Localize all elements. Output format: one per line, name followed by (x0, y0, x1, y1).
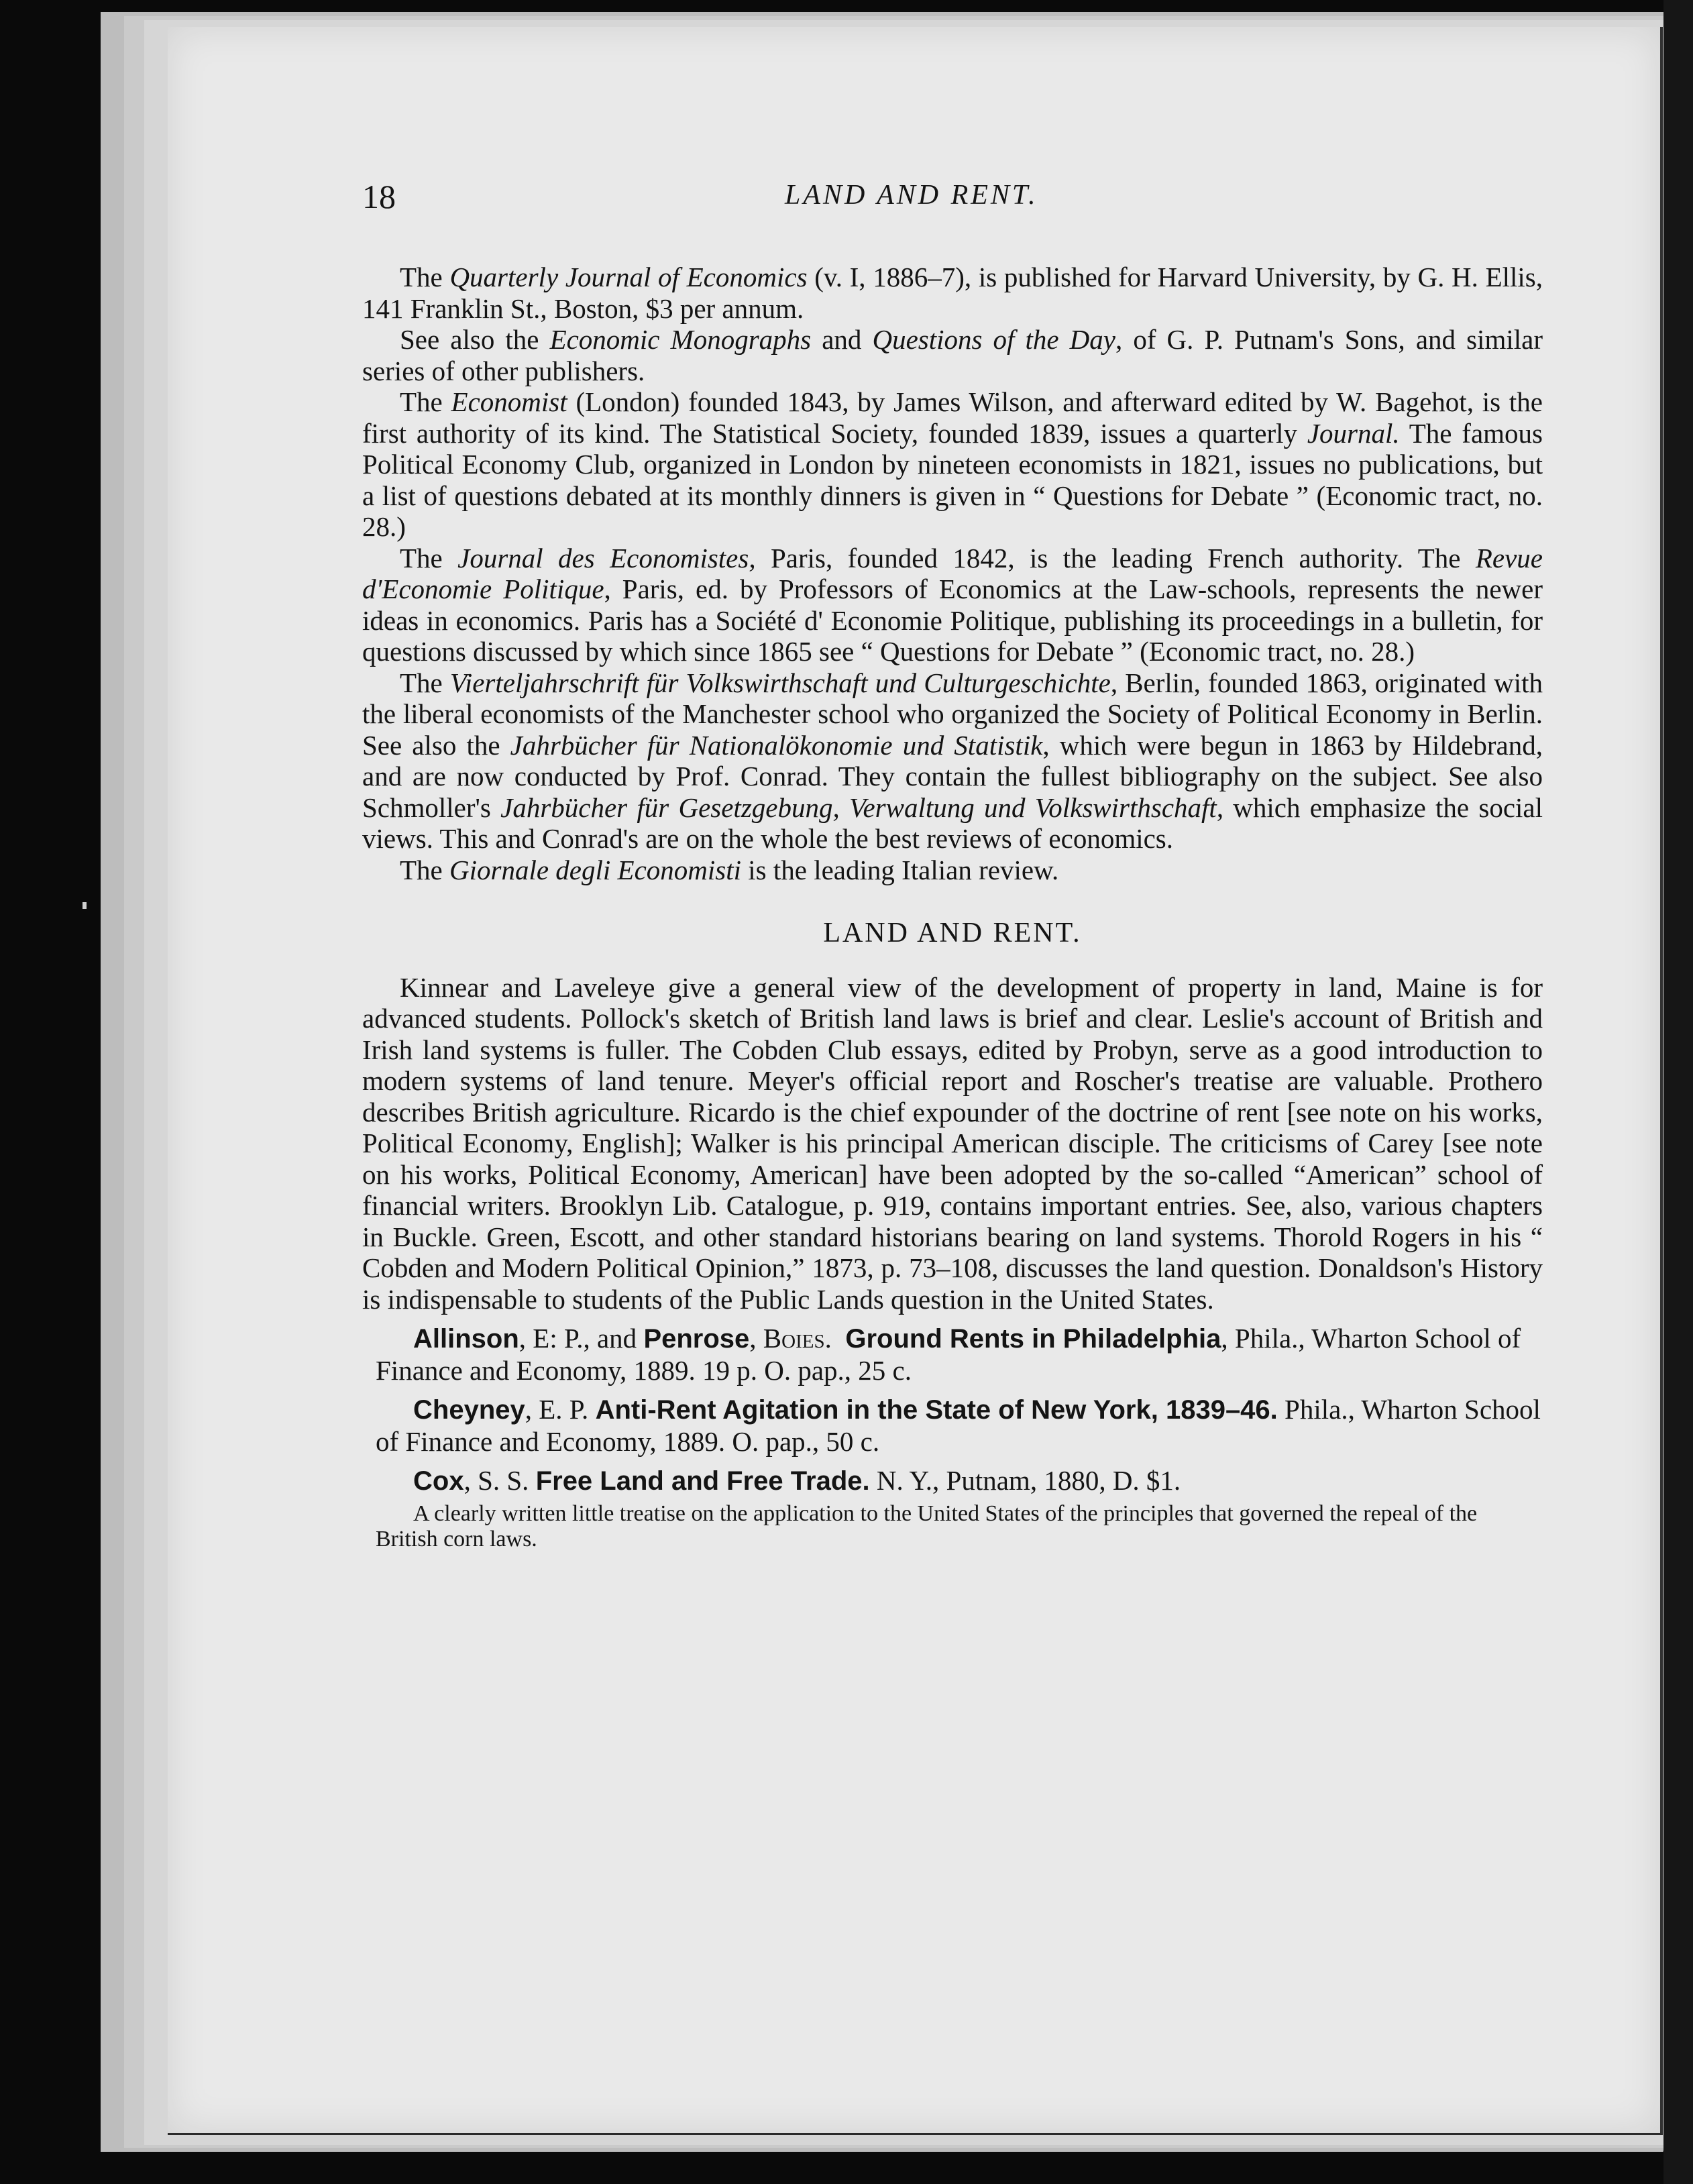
bibliography-entry-allinson: Allinson, E: P., and Penrose, Boies. Ground Rents in Philadelphia, Phila., Wharton School of Finance and Economy, 1889. 19 p. O. pap., 25 c. (376, 1323, 1521, 1386)
paragraph-journal-des-economistes: The Journal des Economistes, Paris, founded 1842, is the leading French authority. The Revue d'Economie Politique, Paris, ed. by Professors of Economics at the Law-schools, represents the newer ideas in economics. Paris has a Société d' Economie Politique, publishing its proceedings in a bulletin, for questions discussed by which since 1865 see “ Questions for Debate ” (Economic tract, no. 28.) (362, 542, 1543, 667)
running-head: LAND AND RENT. (785, 180, 1038, 211)
section-intro-paragraph: Kinnear and Laveleye give a general view of the development of property in land, Maine is for advanced students. Pollock's sketch of British land laws is brief and clear. Leslie's account of British and Irish land systems is fuller. The Cobden Club essays, edited by Probyn, serve as a good introduction to modern systems of land tenure. Meyer's official report and Roscher's treatise are valuable. Prothero describes British agriculture. Ricardo is the chief expounder of the doctrine of rent [see note on his works, Political Economy, English]; Walker is his principal American disciple. The criticisms of Carey [see note on his works, Political Economy, American] have been adopted by the so-called “American” school of financial writers. Brooklyn Lib. Catalogue, p. 919, contains important entries. See, also, various chapters in Buckle. Green, Escott, and other standard historians bearing on land systems. Thorold Rogers in his “ Cobden and Modern Political Opinion,” 1873, p. 73–108, discusses the land question. Donaldson's History is indispensable to students of the Public Lands question in the United States. (362, 971, 1543, 1315)
page-header (362, 178, 1543, 228)
margin-mark (83, 902, 87, 909)
binding-shadow (1663, 0, 1693, 2184)
page-number: 18 (362, 178, 396, 215)
bibliography-entry-cox: Cox, S. S. Free Land and Free Trade. N. Y., Putnam, 1880, D. $1. (413, 1465, 1181, 1496)
paragraph-quarterly-journal: The Quarterly Journal of Economics (v. I, 1886–7), is published for Harvard University, by G. H. Ellis, 141 Franklin St., Boston, $3 per annum. (362, 262, 1543, 324)
paragraph-vierteljahrschrift: The Vierteljahrschrift für Volkswirthschaft und Culturgeschichte, Berlin, founded 1863, originated with the liberal economists of the Manchester school who organized the Society of Political Economy in Berlin. See also the Jahrbücher für Nationalökonomie und Statistik, which were begun in 1863 by Hildebrand, and are now conducted by Prof. Conrad. They contain the fullest bibliography on the subject. See also Schmoller's Jahrbücher für Gesetzgebung, Verwaltung und Volkswirthschaft, which emphasize the social views. This and Conrad's are on the whole the best reviews of economics. (362, 667, 1543, 854)
paragraph-economic-monographs: See also the Economic Monographs and Questions of the Day, of G. P. Putnam's Sons, and similar series of other publishers. (362, 324, 1543, 386)
paragraph-giornale: The Giornale degli Economisti is the leading Italian review. (400, 854, 1059, 885)
bibliography-entry-cheyney: Cheyney, E. P. Anti-Rent Agitation in the State of New York, 1839–46. Phila., Wharton School of Finance and Economy, 1889. O. pap., 50 c. (376, 1394, 1541, 1457)
page-text (362, 178, 1543, 1552)
entry-annotation-cox: A clearly written little treatise on the application to the United States of the principles that governed the repeal of the British corn laws. (376, 1500, 1478, 1551)
section-heading: LAND AND RENT. (823, 918, 1082, 948)
paragraph-economist: The Economist (London) founded 1843, by James Wilson, and afterward edited by W. Bagehot, is the first authority of its kind. The Statistical Society, founded 1839, issues a quarterly Journal. The famous Political Economy Club, organized in London by nineteen economists in 1821, issues no publications, but a list of questions debated at its monthly dinners is given in “ Questions for Debate ” (Economic tract, no. 28.) (362, 386, 1543, 542)
